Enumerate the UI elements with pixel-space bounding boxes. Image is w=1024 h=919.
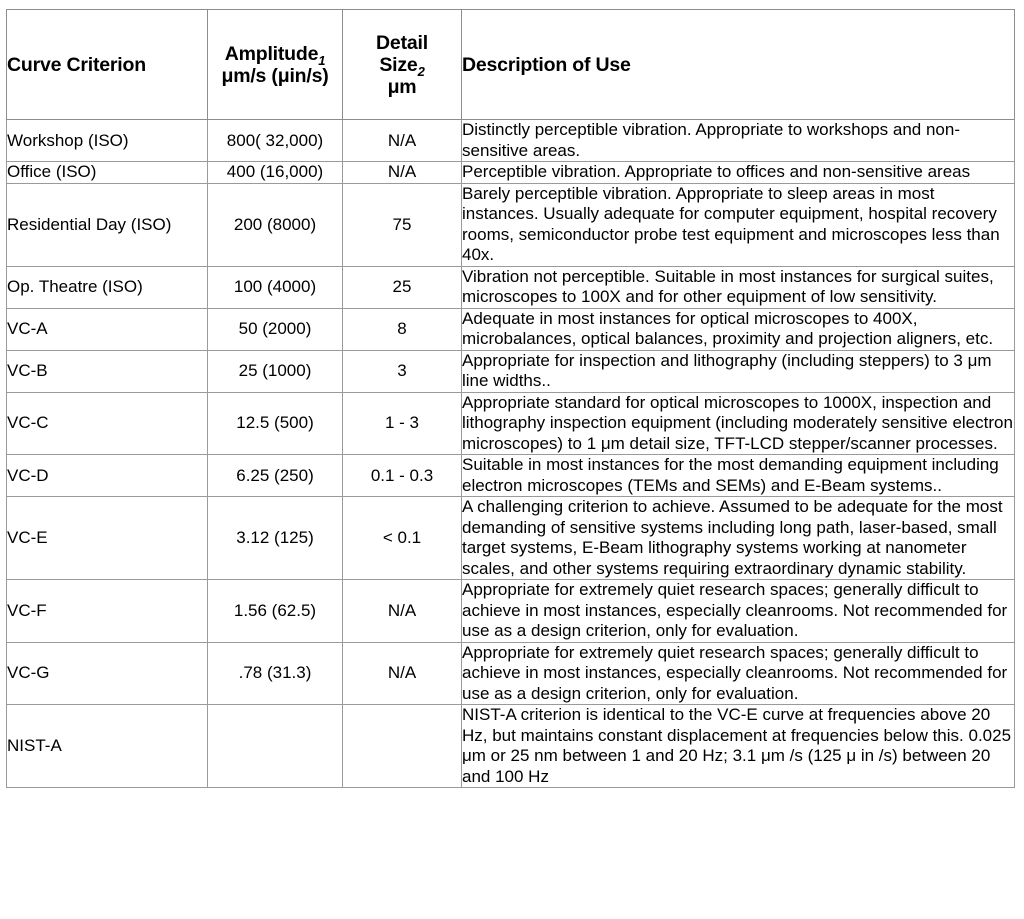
cell-detail-size: N/A xyxy=(343,580,462,643)
table-row xyxy=(7,266,1015,308)
table-row xyxy=(7,392,1015,455)
cell-detail-size: 0.1 - 0.3 xyxy=(343,455,462,497)
cell-amplitude xyxy=(208,705,343,788)
cell-amplitude: 400 (16,000) xyxy=(208,162,343,184)
column-header-detail-size-text: Size xyxy=(379,53,418,76)
cell-description: Perceptible vibration. Appropriate to offices and non-sensitive areas xyxy=(462,162,1015,184)
cell-curve-criterion: NIST-A xyxy=(7,705,208,788)
cell-amplitude: 1.56 (62.5) xyxy=(208,580,343,643)
cell-amplitude: 6.25 (250) xyxy=(208,455,343,497)
cell-description: Appropriate for extremely quiet research spaces; generally difficult to achieve in most instances, especially cleanrooms. Not recommended for use as a design criterion, only for evaluation. xyxy=(462,642,1015,705)
cell-description: Appropriate for inspection and lithography (including steppers) to 3 μm line widths.. xyxy=(462,350,1015,392)
column-header-detail-size-line2 xyxy=(343,53,461,79)
cell-curve-criterion: Workshop (ISO) xyxy=(7,120,208,162)
table-row xyxy=(7,350,1015,392)
cell-curve-criterion: Op. Theatre (ISO) xyxy=(7,266,208,308)
cell-detail-size: 1 - 3 xyxy=(343,392,462,455)
cell-description: Appropriate standard for optical microscopes to 1000X, inspection and lithography inspection equipment (including moderately sensitive electron microscopes) to 1 μm detail size, TFT-LCD stepper/scanner processes. xyxy=(462,392,1013,453)
cell-detail-size: 25 xyxy=(343,266,462,308)
table-row xyxy=(7,120,1015,162)
table-row xyxy=(7,308,1015,350)
table-row xyxy=(7,497,1015,580)
table-row xyxy=(7,705,1015,788)
column-header-description-label: Description of Use xyxy=(462,53,631,76)
cell-detail-size: 3 xyxy=(343,350,462,392)
table-row xyxy=(7,642,1015,705)
cell-amplitude: 200 (8000) xyxy=(208,183,343,266)
cell-curve-criterion: Residential Day (ISO) xyxy=(7,183,208,266)
cell-detail-size: N/A xyxy=(343,642,462,705)
cell-description: NIST-A criterion is identical to the VC-E curve at frequencies above 20 Hz, but maintains constant displacement at frequencies below this. 0.025 μm or 25 nm between 1 and 20 Hz; 3.1 μm /s (125 μ in /s) between 20 and 100 Hz xyxy=(462,705,1015,788)
cell-detail-size: 75 xyxy=(343,183,462,266)
cell-amplitude: 50 (2000) xyxy=(208,308,343,350)
cell-amplitude: 100 (4000) xyxy=(208,266,343,308)
table-body xyxy=(7,120,1015,788)
column-header-amplitude-footnote: 1 xyxy=(318,52,326,68)
column-header-curve-criterion xyxy=(7,10,208,120)
cell-amplitude: 800( 32,000) xyxy=(208,120,343,162)
table-row xyxy=(7,580,1015,643)
column-header-amplitude-units: μm/s (μin/s) xyxy=(221,64,329,87)
cell-detail-size: 8 xyxy=(343,308,462,350)
table-header xyxy=(7,10,1015,120)
table-row xyxy=(7,183,1015,266)
cell-amplitude: 25 (1000) xyxy=(208,350,343,392)
column-header-detail-size-footnote: 2 xyxy=(417,63,425,79)
vibration-criteria-table-container xyxy=(6,9,1014,788)
column-header-detail-size-units: μm xyxy=(387,75,417,98)
cell-detail-size: N/A xyxy=(343,120,462,162)
cell-description: Suitable in most instances for the most demanding equipment including electron microscopes (TEMs and SEMs) and E-Beam systems.. xyxy=(462,455,1015,497)
cell-description: Distinctly perceptible vibration. Appropriate to workshops and non-sensitive areas. xyxy=(462,120,1015,162)
cell-amplitude: 3.12 (125) xyxy=(208,497,343,580)
cell-description: Appropriate for extremely quiet research spaces; generally difficult to achieve in most instances, especially cleanrooms. Not recommended for use as a design criterion, only for evaluation. xyxy=(462,580,1015,643)
cell-curve-criterion: VC-G xyxy=(7,642,208,705)
cell-curve-criterion: VC-A xyxy=(7,308,208,350)
column-header-curve-criterion-label: Curve Criterion xyxy=(7,53,146,76)
table-header-row xyxy=(7,10,1015,120)
cell-curve-criterion: VC-F xyxy=(7,580,208,643)
column-header-amplitude xyxy=(208,10,343,120)
cell-detail-size: < 0.1 xyxy=(343,497,462,580)
cell-curve-criterion: Office (ISO) xyxy=(7,162,208,184)
table-row xyxy=(7,455,1015,497)
cell-description: Vibration not perceptible. Suitable in most instances for surgical suites, microscopes to 100X and for other equipment of low sensitivity. xyxy=(462,266,1015,308)
cell-description: Adequate in most instances for optical microscopes to 400X, microbalances, optical balances, proximity and projection aligners, etc. xyxy=(462,308,1015,350)
cell-description: A challenging criterion to achieve. Assumed to be adequate for the most demanding of sensitive systems including long path, laser-based, small target systems, E-Beam lithography systems working at nanometer scales, and other systems requiring extraordinary dynamic stability. xyxy=(462,497,1015,580)
cell-curve-criterion: VC-E xyxy=(7,497,208,580)
cell-amplitude: 12.5 (500) xyxy=(208,392,343,455)
cell-curve-criterion: VC-B xyxy=(7,350,208,392)
cell-detail-size: N/A xyxy=(343,162,462,184)
cell-curve-criterion: VC-C xyxy=(7,392,208,455)
column-header-detail-size-line1: Detail xyxy=(376,31,428,54)
column-header-description xyxy=(462,10,1015,120)
vibration-criteria-table xyxy=(6,9,1015,788)
cell-amplitude: .78 (31.3) xyxy=(208,642,343,705)
column-header-amplitude-text: Amplitude xyxy=(224,42,319,65)
table-row xyxy=(7,162,1015,184)
cell-description: Barely perceptible vibration. Appropriate to sleep areas in most instances. Usually adequate for computer equipment, hospital recovery rooms, semiconductor probe test equipment and microscopes less than 40x. xyxy=(462,183,1015,266)
cell-curve-criterion: VC-D xyxy=(7,455,208,497)
cell-detail-size xyxy=(343,705,462,788)
column-header-amplitude-line1 xyxy=(208,42,342,68)
column-header-detail-size xyxy=(343,10,462,120)
